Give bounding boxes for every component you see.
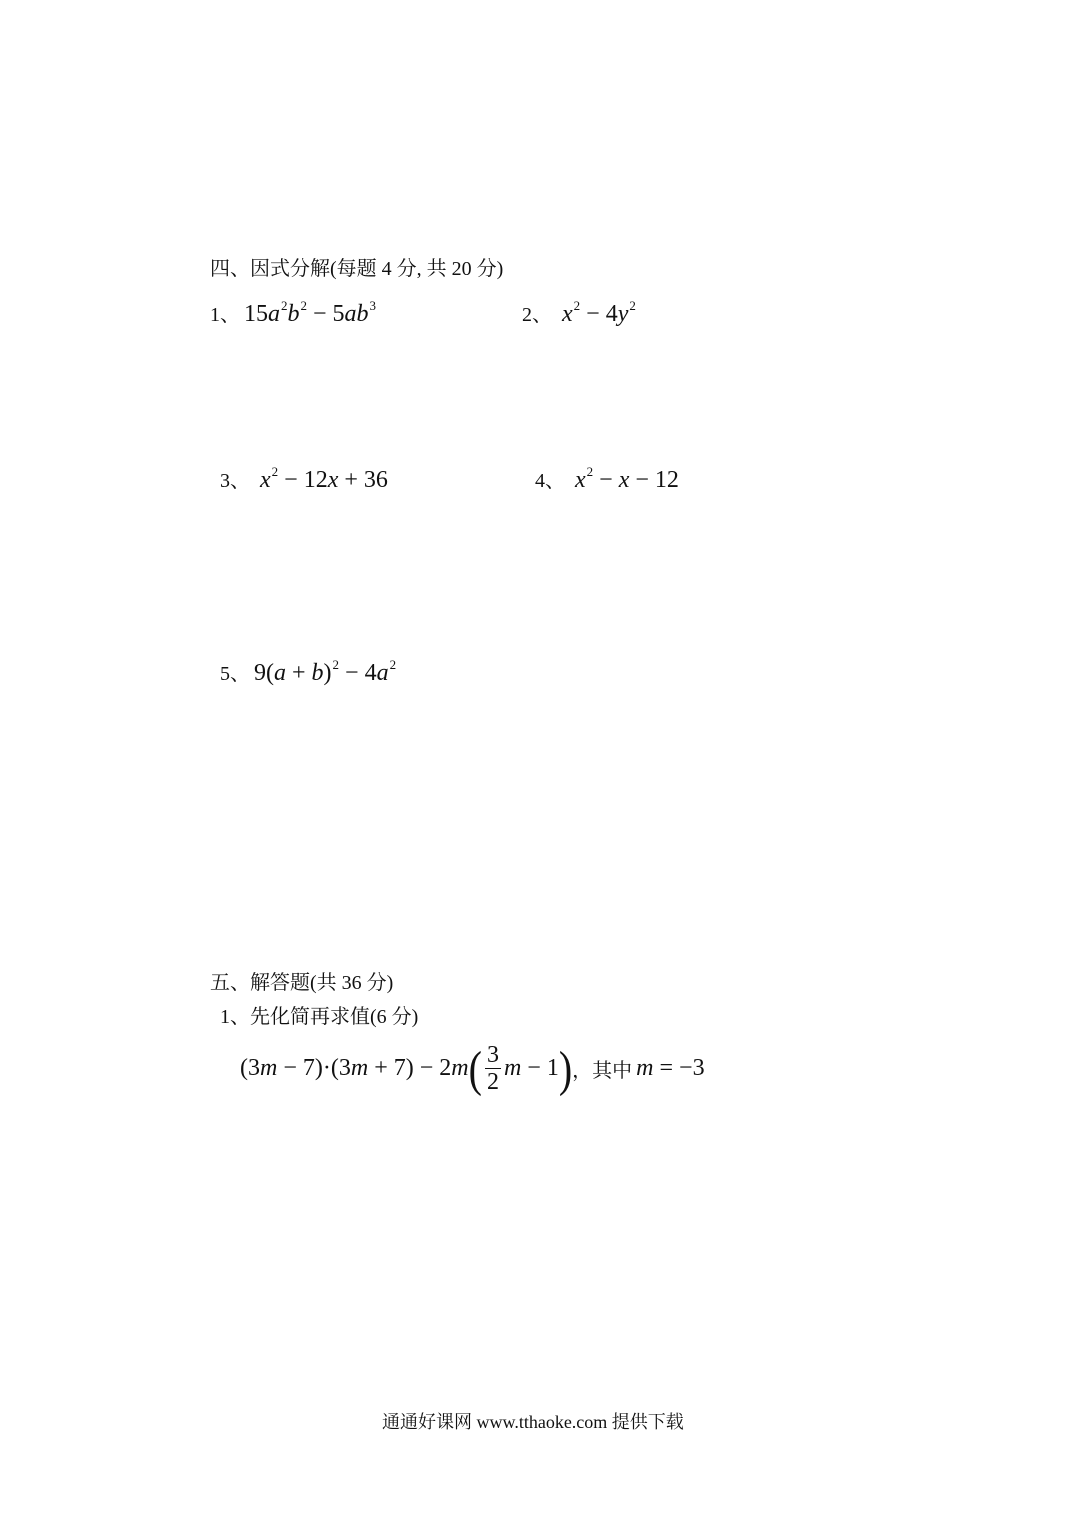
problem-2-number: 2、 [522, 304, 552, 326]
section-4-heading: 四、因式分解(每题 4 分, 共 20 分) [210, 258, 504, 280]
problem-2-expression: $x^2 - 4y^2$ [562, 298, 636, 327]
problem-1-expression: $15a^2b^2 - 5ab^3$ [244, 298, 377, 327]
fraction-3-over-2: $\frac{3}{2}$ [486, 1042, 499, 1095]
left-paren: ( [468, 1040, 482, 1097]
problem-1 [210, 298, 376, 328]
section-5-heading: 五、解答题(共 36 分) [210, 972, 394, 994]
problem-5-expression: $9(a + b)^2 - 4a^2$ [254, 657, 397, 686]
problem-3 [220, 464, 388, 494]
question-1-label: 1、先化简再求值(6 分) [220, 1006, 419, 1028]
problem-4 [535, 464, 679, 494]
problem-3-expression: $x^2 - 12x + 36$ [260, 464, 388, 493]
problem-2 [522, 298, 636, 328]
problem-4-expression: $x^2 - x - 12$ [575, 464, 679, 493]
problem-1-number: 1、 [210, 304, 240, 326]
problem-4-number: 4、 [535, 470, 565, 492]
problem-5 [220, 657, 396, 687]
footer-source: 通通好课网 www.tthaoke.com 提供下载 [382, 1412, 684, 1432]
question-1-expression: (3m − 7)·(3m + 7) − 2m ( $\frac{3}{2}$ m − 1 ) ，其中 m = −3 [240, 1040, 705, 1097]
problem-3-number: 3、 [220, 470, 250, 492]
problem-5-number: 5、 [220, 663, 250, 685]
right-paren: ) [558, 1040, 573, 1097]
condition-prefix: ，其中 [572, 1060, 633, 1082]
